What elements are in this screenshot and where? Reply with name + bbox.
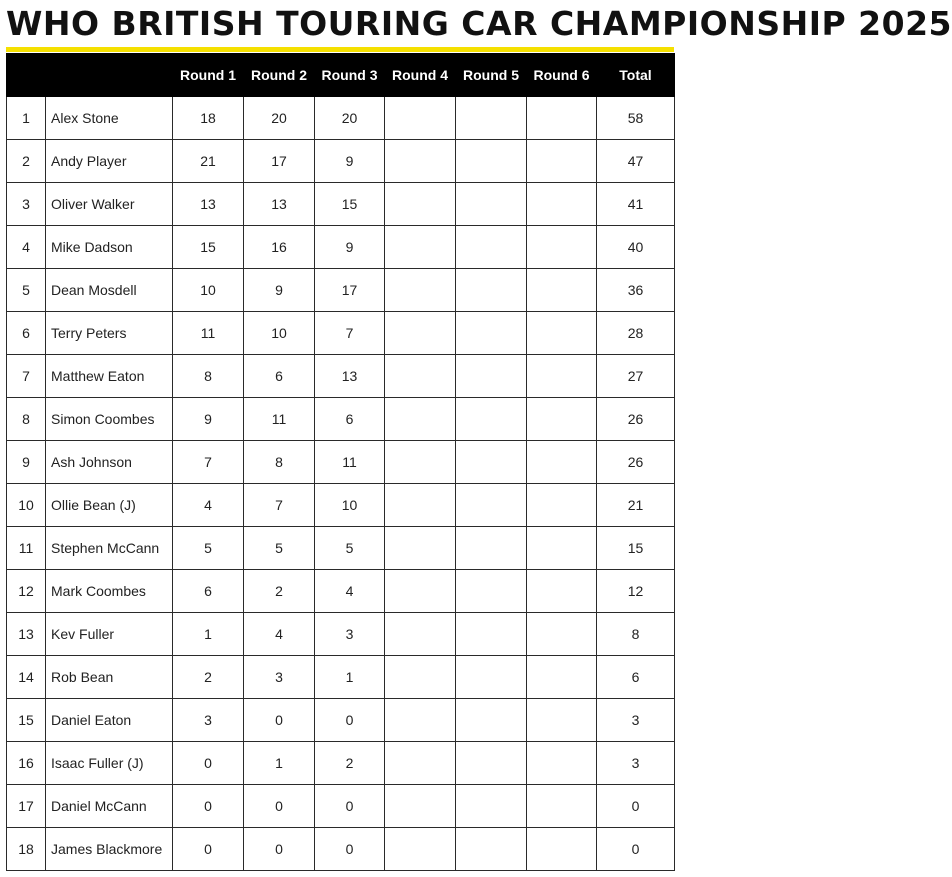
position-cell: 3 [7,183,46,226]
round-4-points-cell [385,828,456,871]
round-6-points-cell [527,484,597,527]
round-4-points-cell [385,441,456,484]
driver-name-cell: Simon Coombes [46,398,173,441]
round-4-points-cell [385,355,456,398]
round-3-points-cell: 1 [315,656,385,699]
table-row [7,742,675,785]
round-2-points-cell: 10 [244,312,315,355]
round-4-points-cell [385,269,456,312]
round-4-points-cell [385,785,456,828]
round-4-points-cell [385,613,456,656]
table-row [7,97,675,140]
position-cell: 1 [7,97,46,140]
round-6-points-cell [527,656,597,699]
round-4-points-cell [385,140,456,183]
total-points-cell: 26 [597,441,675,484]
round-3-points-cell: 9 [315,226,385,269]
round-1-points-cell: 18 [173,97,244,140]
round-5-points-cell [456,269,527,312]
table-row [7,312,675,355]
position-cell: 8 [7,398,46,441]
position-cell: 2 [7,140,46,183]
driver-name-cell: Isaac Fuller (J) [46,742,173,785]
position-cell: 12 [7,570,46,613]
table-row [7,656,675,699]
table-row [7,570,675,613]
position-cell: 11 [7,527,46,570]
header-round-6: Round 6 [527,54,597,97]
table-row [7,613,675,656]
driver-name-cell: Mike Dadson [46,226,173,269]
position-cell: 5 [7,269,46,312]
round-4-points-cell [385,484,456,527]
position-cell: 16 [7,742,46,785]
round-5-points-cell [456,699,527,742]
round-6-points-cell [527,570,597,613]
round-5-points-cell [456,398,527,441]
round-6-points-cell [527,226,597,269]
round-3-points-cell: 0 [315,828,385,871]
driver-name-cell: Daniel Eaton [46,699,173,742]
round-6-points-cell [527,97,597,140]
round-6-points-cell [527,398,597,441]
driver-name-cell: Terry Peters [46,312,173,355]
total-points-cell: 3 [597,742,675,785]
round-2-points-cell: 11 [244,398,315,441]
round-5-points-cell [456,613,527,656]
round-5-points-cell [456,484,527,527]
round-3-points-cell: 3 [315,613,385,656]
round-2-points-cell: 3 [244,656,315,699]
round-6-points-cell [527,527,597,570]
position-cell: 10 [7,484,46,527]
total-points-cell: 26 [597,398,675,441]
round-1-points-cell: 21 [173,140,244,183]
round-3-points-cell: 0 [315,785,385,828]
total-points-cell: 8 [597,613,675,656]
round-1-points-cell: 11 [173,312,244,355]
round-3-points-cell: 2 [315,742,385,785]
round-2-points-cell: 17 [244,140,315,183]
round-5-points-cell [456,441,527,484]
round-3-points-cell: 0 [315,699,385,742]
round-5-points-cell [456,226,527,269]
table-row [7,226,675,269]
round-3-points-cell: 10 [315,484,385,527]
round-1-points-cell: 0 [173,828,244,871]
position-cell: 17 [7,785,46,828]
round-3-points-cell: 4 [315,570,385,613]
total-points-cell: 40 [597,226,675,269]
total-points-cell: 0 [597,785,675,828]
round-3-points-cell: 9 [315,140,385,183]
round-3-points-cell: 15 [315,183,385,226]
round-6-points-cell [527,441,597,484]
round-3-points-cell: 5 [315,527,385,570]
round-6-points-cell [527,269,597,312]
header-row [7,54,675,97]
table-row [7,785,675,828]
driver-name-cell: James Blackmore [46,828,173,871]
driver-name-cell: Matthew Eaton [46,355,173,398]
total-points-cell: 47 [597,140,675,183]
round-2-points-cell: 0 [244,828,315,871]
round-3-points-cell: 11 [315,441,385,484]
table-row [7,699,675,742]
title-underline [6,47,674,52]
position-cell: 14 [7,656,46,699]
table-row [7,355,675,398]
round-3-points-cell: 7 [315,312,385,355]
round-3-points-cell: 13 [315,355,385,398]
round-4-points-cell [385,699,456,742]
round-3-points-cell: 17 [315,269,385,312]
header-round-5: Round 5 [456,54,527,97]
position-cell: 15 [7,699,46,742]
driver-name-cell: Ollie Bean (J) [46,484,173,527]
round-2-points-cell: 7 [244,484,315,527]
round-2-points-cell: 4 [244,613,315,656]
round-6-points-cell [527,742,597,785]
round-4-points-cell [385,312,456,355]
round-5-points-cell [456,527,527,570]
round-4-points-cell [385,527,456,570]
driver-name-cell: Daniel McCann [46,785,173,828]
round-5-points-cell [456,785,527,828]
round-2-points-cell: 13 [244,183,315,226]
round-5-points-cell [456,656,527,699]
round-1-points-cell: 0 [173,742,244,785]
header-round-4: Round 4 [385,54,456,97]
round-2-points-cell: 2 [244,570,315,613]
total-points-cell: 27 [597,355,675,398]
table-row [7,398,675,441]
round-6-points-cell [527,785,597,828]
round-2-points-cell: 9 [244,269,315,312]
round-6-points-cell [527,699,597,742]
round-2-points-cell: 20 [244,97,315,140]
round-1-points-cell: 0 [173,785,244,828]
round-4-points-cell [385,226,456,269]
total-points-cell: 58 [597,97,675,140]
round-5-points-cell [456,183,527,226]
table-row [7,441,675,484]
round-5-points-cell [456,97,527,140]
header-round-2: Round 2 [244,54,315,97]
round-2-points-cell: 6 [244,355,315,398]
total-points-cell: 6 [597,656,675,699]
table-row [7,183,675,226]
total-points-cell: 15 [597,527,675,570]
total-points-cell: 28 [597,312,675,355]
round-2-points-cell: 0 [244,699,315,742]
round-1-points-cell: 7 [173,441,244,484]
round-4-points-cell [385,656,456,699]
header-driver [46,54,173,97]
driver-name-cell: Andy Player [46,140,173,183]
position-cell: 13 [7,613,46,656]
driver-name-cell: Stephen McCann [46,527,173,570]
round-5-points-cell [456,742,527,785]
total-points-cell: 21 [597,484,675,527]
total-points-cell: 3 [597,699,675,742]
round-2-points-cell: 8 [244,441,315,484]
round-1-points-cell: 9 [173,398,244,441]
round-6-points-cell [527,183,597,226]
round-1-points-cell: 8 [173,355,244,398]
round-5-points-cell [456,355,527,398]
driver-name-cell: Oliver Walker [46,183,173,226]
position-cell: 9 [7,441,46,484]
driver-name-cell: Mark Coombes [46,570,173,613]
round-2-points-cell: 16 [244,226,315,269]
round-6-points-cell [527,828,597,871]
round-4-points-cell [385,97,456,140]
header-total: Total [597,54,675,97]
round-6-points-cell [527,312,597,355]
round-5-points-cell [456,312,527,355]
round-5-points-cell [456,828,527,871]
header-position [7,54,46,97]
round-3-points-cell: 6 [315,398,385,441]
round-1-points-cell: 5 [173,527,244,570]
position-cell: 18 [7,828,46,871]
total-points-cell: 0 [597,828,675,871]
round-1-points-cell: 3 [173,699,244,742]
header-round-3: Round 3 [315,54,385,97]
table-row [7,140,675,183]
page-title: WHO BRITISH TOURING CAR CHAMPIONSHIP 2025 [6,4,952,43]
round-1-points-cell: 10 [173,269,244,312]
table-row [7,269,675,312]
round-6-points-cell [527,355,597,398]
round-4-points-cell [385,742,456,785]
driver-name-cell: Alex Stone [46,97,173,140]
round-4-points-cell [385,398,456,441]
driver-name-cell: Ash Johnson [46,441,173,484]
round-1-points-cell: 1 [173,613,244,656]
position-cell: 7 [7,355,46,398]
header-round-1: Round 1 [173,54,244,97]
position-cell: 4 [7,226,46,269]
round-1-points-cell: 4 [173,484,244,527]
round-1-points-cell: 2 [173,656,244,699]
driver-name-cell: Kev Fuller [46,613,173,656]
total-points-cell: 12 [597,570,675,613]
standings-table [6,53,675,871]
total-points-cell: 41 [597,183,675,226]
total-points-cell: 36 [597,269,675,312]
round-4-points-cell [385,183,456,226]
table-row [7,828,675,871]
round-2-points-cell: 5 [244,527,315,570]
round-4-points-cell [385,570,456,613]
round-2-points-cell: 0 [244,785,315,828]
standings-body [7,97,675,871]
round-1-points-cell: 13 [173,183,244,226]
driver-name-cell: Rob Bean [46,656,173,699]
table-row [7,527,675,570]
round-2-points-cell: 1 [244,742,315,785]
driver-name-cell: Dean Mosdell [46,269,173,312]
round-5-points-cell [456,570,527,613]
round-1-points-cell: 15 [173,226,244,269]
round-6-points-cell [527,140,597,183]
position-cell: 6 [7,312,46,355]
round-6-points-cell [527,613,597,656]
round-3-points-cell: 20 [315,97,385,140]
round-5-points-cell [456,140,527,183]
table-row [7,484,675,527]
round-1-points-cell: 6 [173,570,244,613]
